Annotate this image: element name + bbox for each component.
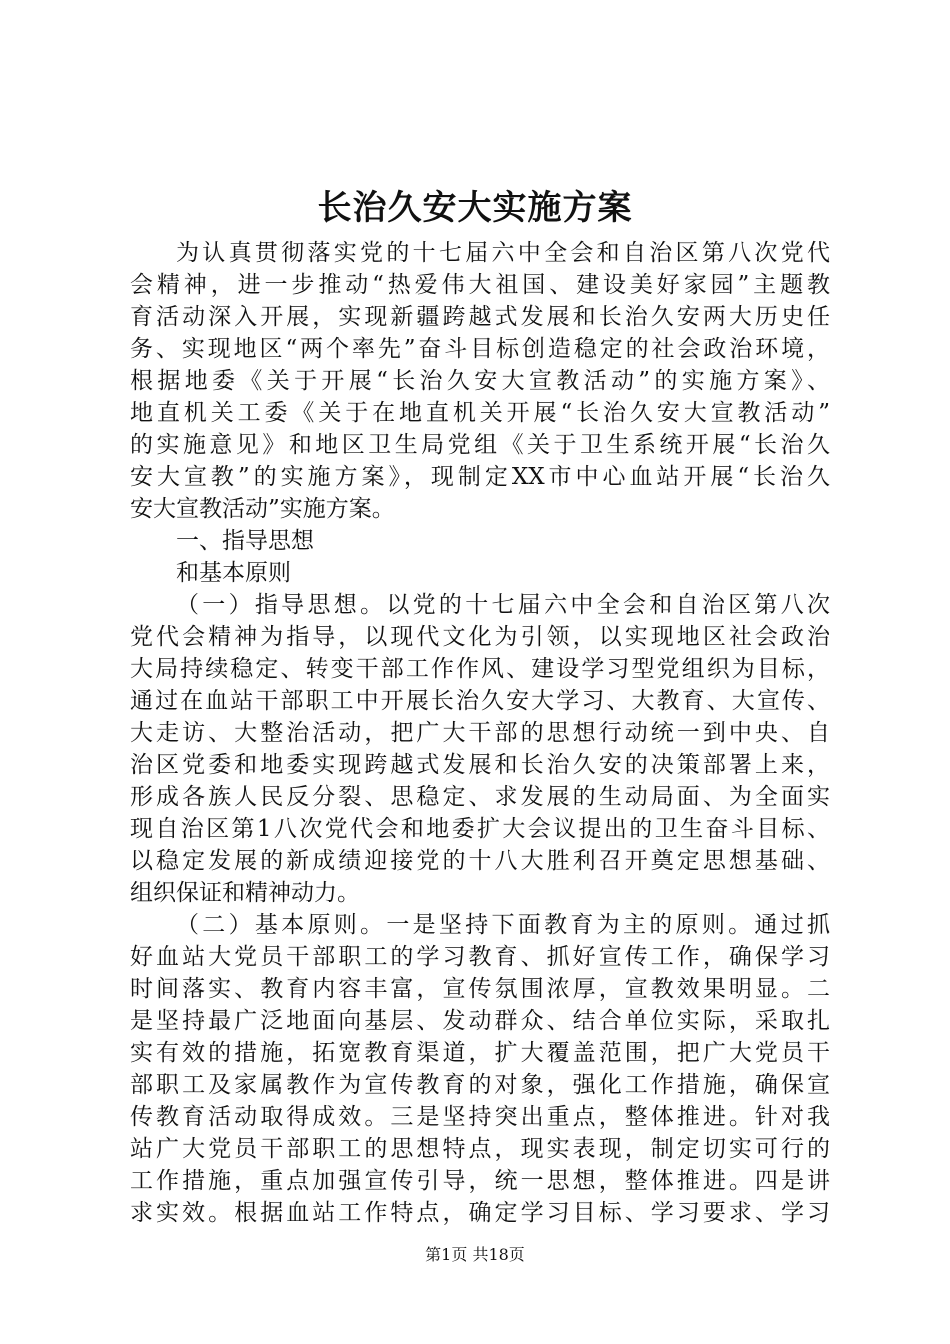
document-body: [130, 237, 830, 1229]
text-line: 求实效。根据血站工作特点，确定学习目标、学习要求、学习: [130, 1200, 830, 1226]
text-line: 大局持续稳定、转变干部工作作风、建设学习型党组织为目标，: [130, 656, 830, 682]
text-line: （一）指导思想。以党的十七届六中全会和自治区第八次: [176, 592, 830, 618]
page-footer: 第1页 共18页: [425, 1245, 525, 1264]
text-line: 现自治区第1八次党代会和地委扩大会议提出的卫生奋斗目标、: [130, 816, 830, 842]
document-title: 长治久安大实施方案: [317, 188, 633, 228]
section-heading: 和基本原则: [176, 560, 291, 586]
text-line: 治区党委和地委实现跨越式发展和长治久安的决策部署上来，: [130, 752, 830, 778]
text-line: 站广大党员干部职工的思想特点，现实表现，制定切实可行的: [130, 1136, 830, 1162]
text-line: 通过在血站干部职工中开展长治久安大学习、大教育、大宣传、: [130, 688, 830, 714]
text-line: 是坚持最广泛地面向基层、发动群众、结合单位实际，采取扎: [130, 1008, 830, 1034]
text-line: 的实施意见》和地区卫生局党组《关于卫生系统开展“长治久: [130, 432, 830, 458]
text-line: 工作措施，重点加强宣传引导，统一思想，整体推进。四是讲: [130, 1168, 830, 1194]
text-line: 部职工及家属教作为宣传教育的对象，强化工作措施，确保宣: [130, 1072, 830, 1098]
text-line: 安大宣教”的实施方案》，现制定XX市中心血站开展“长治久: [130, 464, 830, 490]
text-line: 地直机关工委《关于在地直机关开展“长治久安大宣教活动”: [130, 400, 830, 426]
text-line: 好血站大党员干部职工的学习教育、抓好宣传工作，确保学习: [130, 944, 830, 970]
text-line: 组织保证和精神动力。: [130, 880, 360, 906]
text-line: 务、实现地区“两个率先”奋斗目标创造稳定的社会政治环境，: [130, 336, 830, 362]
text-line: 党代会精神为指导，以现代文化为引领，以实现地区社会政治: [130, 624, 830, 650]
text-line: 根据地委《关于开展“长治久安大宣教活动”的实施方案》、: [130, 368, 830, 394]
text-line: 形成各族人民反分裂、思稳定、求发展的生动局面、为全面实: [130, 784, 830, 810]
text-line: 安大宣教活动”实施方案。: [130, 496, 395, 522]
text-line: （二）基本原则。一是坚持下面教育为主的原则。通过抓: [176, 912, 830, 938]
text-line: 会精神，进一步推动“热爱伟大祖国、建设美好家园”主题教: [130, 272, 830, 298]
text-line: 传教育活动取得成效。三是坚持突出重点，整体推进。针对我: [130, 1104, 830, 1130]
text-line: 为认真贯彻落实党的十七届六中全会和自治区第八次党代: [176, 240, 830, 266]
section-heading: 一、指导思想: [176, 528, 314, 554]
text-line: 时间落实、教育内容丰富，宣传氛围浓厚，宣教效果明显。二: [130, 976, 830, 1002]
text-line: 实有效的措施，拓宽教育渠道，扩大覆盖范围，把广大党员干: [130, 1040, 830, 1066]
text-line: 以稳定发展的新成绩迎接党的十八大胜利召开奠定思想基础、: [130, 848, 830, 874]
text-line: 大走访、大整治活动，把广大干部的思想行动统一到中央、自: [130, 720, 830, 746]
text-line: 育活动深入开展，实现新疆跨越式发展和长治久安两大历史任: [130, 304, 830, 330]
